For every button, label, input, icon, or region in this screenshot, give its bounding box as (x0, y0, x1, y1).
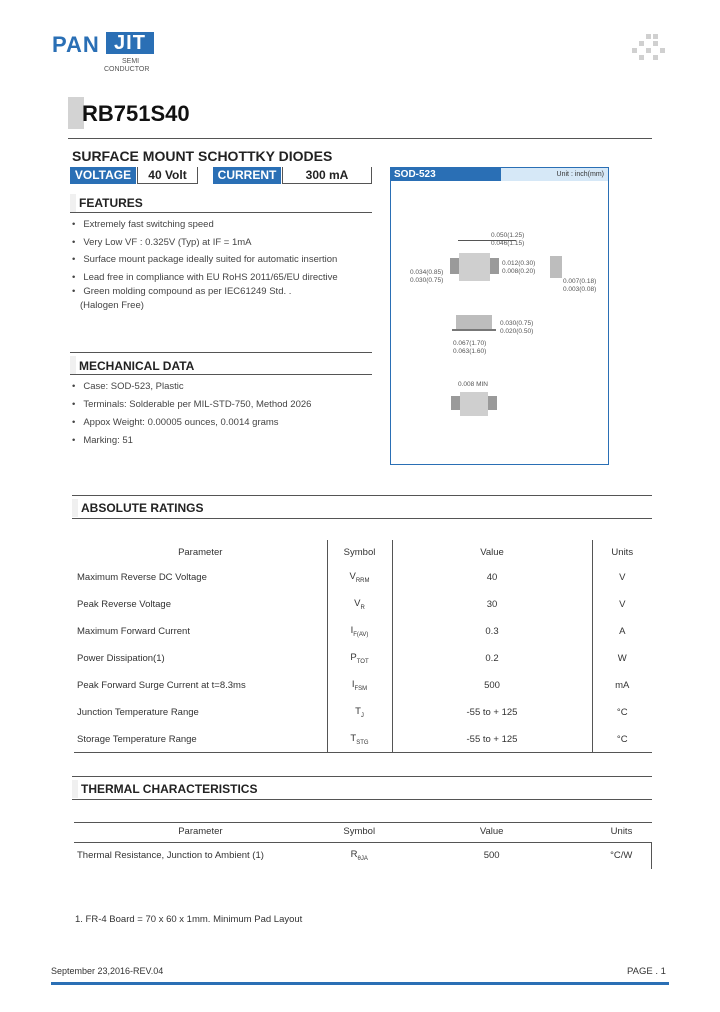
feature-item: • Very Low VF : 0.325V (Typ) at IF = 1mA (72, 237, 252, 248)
table-header-row (74, 822, 652, 842)
feature-item: • Green molding compound as per IEC61249 Std. . (72, 286, 291, 297)
current-value: 300 mA (282, 167, 372, 184)
mechanical-item: • Case: SOD-523, Plastic (72, 381, 184, 392)
dim-body-height: 0.034(0.85) 0.030(0.75) (410, 269, 444, 284)
row-value: 0.2 (392, 645, 592, 672)
col-units: Units (592, 822, 652, 842)
package-lead-right (490, 258, 499, 274)
row-parameter: Storage Temperature Range (74, 726, 327, 753)
mechanical-top-divider (70, 352, 372, 353)
row-symbol: $T_{STG}$ (327, 726, 392, 753)
part-number: RB751S40 (82, 101, 190, 126)
row-units: °C (616, 734, 628, 745)
dim-lead-width: 0.012(0.30) 0.008(0.20) (502, 260, 536, 275)
absolute-ratings-table (74, 540, 652, 753)
row-parameter: Power Dissipation(1) (74, 645, 327, 672)
thermal-divider (72, 799, 652, 800)
absolute-ratings-bottom-divider (74, 752, 652, 753)
row-units: °C/W (592, 842, 652, 869)
feature-item: • Extremely fast switching speed (72, 219, 214, 230)
thermal-heading: THERMAL CHARACTERISTICS (81, 782, 258, 796)
mechanical-item: • Marking: 51 (72, 435, 133, 446)
row-parameter: Maximum Forward Current (74, 618, 327, 645)
package-front-leads (452, 329, 496, 331)
subtitle: SURFACE MOUNT SCHOTTKY DIODES (72, 148, 333, 164)
row-units: V (619, 599, 626, 610)
col-parameter: Parameter (74, 822, 327, 842)
thermal-accent (72, 780, 78, 798)
voltage-label: VOLTAGE (70, 167, 136, 184)
table-row (74, 618, 652, 645)
row-value: 40 (392, 564, 592, 591)
col-parameter: Parameter (74, 540, 327, 564)
absolute-ratings-top-divider (72, 495, 652, 496)
dim-side-thickness: 0.007(0.18) 0.003(0.08) (563, 278, 597, 293)
row-symbol: $R_{\theta JA}$ (350, 849, 368, 863)
mechanical-item: • Appox Weight: 0.00005 ounces, 0.0014 grams (72, 417, 279, 428)
row-parameter: Maximum Reverse DC Voltage (74, 564, 327, 591)
features-accent (70, 194, 76, 212)
feature-item: • Lead free in compliance with EU RoHS 2011/65/EU directive (72, 272, 338, 283)
brand-sub-line2: CONDUCTOR (104, 66, 150, 73)
thermal-table (74, 822, 652, 869)
package-lead-left (450, 258, 459, 274)
package-panel (390, 167, 609, 465)
package-name: SOD-523 (391, 168, 501, 181)
features-divider (70, 212, 372, 213)
thermal-top-divider (72, 776, 652, 777)
row-symbol: $I_{FSM}$ (327, 672, 392, 699)
row-units: A (619, 626, 626, 637)
col-symbol: Symbol (327, 822, 392, 842)
absolute-ratings-heading: ABSOLUTE RATINGS (81, 501, 204, 515)
table-header-row (74, 540, 652, 564)
mechanical-item: • Terminals: Solderable per MIL-STD-750, Method 2026 (72, 399, 311, 410)
row-parameter: Peak Reverse Voltage (74, 591, 327, 618)
table-row (74, 726, 652, 753)
dim-top-width: 0.050(1.25) 0.046(1.15) (491, 232, 525, 247)
table-row (74, 645, 652, 672)
row-value: 30 (392, 591, 592, 618)
table-row (74, 699, 652, 726)
footer-bar (51, 982, 669, 985)
dim-length: 0.067(1.70) 0.063(1.60) (453, 340, 487, 355)
package-bottom-lead-left (451, 396, 460, 410)
package-front-view (456, 315, 492, 329)
row-parameter: Junction Temperature Range (74, 699, 327, 726)
mechanical-accent (70, 356, 76, 374)
package-bottom-lead-right (488, 396, 497, 410)
table-row (74, 591, 652, 618)
col-units: Units (611, 546, 634, 558)
voltage-value: 40 Volt (137, 167, 198, 184)
brand-name-right: JIT (106, 32, 154, 54)
row-value: 500 (392, 672, 592, 699)
features-heading: FEATURES (79, 196, 143, 210)
table-row (74, 672, 652, 699)
package-side-view (550, 256, 562, 278)
row-symbol: $V_R$ (327, 591, 392, 618)
mechanical-heading: MECHANICAL DATA (79, 359, 195, 373)
row-units: mA (615, 680, 630, 691)
row-value: -55 to + 125 (392, 699, 592, 726)
brand-name-left: PAN (52, 32, 100, 57)
row-units: °C (616, 707, 628, 718)
feature-item: • Surface mount package ideally suited for automatic insertion (72, 254, 337, 265)
row-units: W (617, 653, 627, 664)
package-body-top (459, 253, 490, 281)
row-parameter: Thermal Resistance, Junction to Ambient (1) (77, 850, 264, 862)
feature-note: (Halogen Free) (80, 300, 144, 311)
mechanical-divider (70, 374, 372, 375)
package-bottom-view (460, 392, 488, 416)
dim-min: 0.008 MIN (458, 381, 488, 388)
row-symbol: $V_{RRM}$ (327, 564, 392, 591)
row-value: -55 to + 125 (392, 726, 592, 753)
row-symbol: $I_{F(AV)}$ (327, 618, 392, 645)
row-units: V (619, 572, 626, 583)
absolute-ratings-accent (72, 499, 78, 517)
title-divider (68, 138, 652, 139)
footnote: 1. FR-4 Board = 70 x 60 x 1mm. Minimum Pad Layout (75, 914, 303, 925)
table-row (74, 564, 652, 591)
brand-sub-line1: SEMI (122, 58, 140, 65)
row-symbol: $T_J$ (327, 699, 392, 726)
table-row (74, 842, 652, 869)
col-value: Value (392, 540, 592, 564)
footer-page: PAGE . 1 (627, 966, 666, 977)
row-value: 500 (483, 850, 500, 862)
dim-height: 0.030(0.75) 0.020(0.50) (500, 320, 534, 335)
col-symbol: Symbol (327, 540, 392, 564)
col-value: Value (392, 822, 592, 842)
current-label: CURRENT (213, 167, 281, 184)
row-parameter: Peak Forward Surge Current at t=8.3ms (74, 672, 327, 699)
row-symbol: $P_{TOT}$ (327, 645, 392, 672)
row-value: 0.3 (392, 618, 592, 645)
package-unit: Unit : inch(mm) (501, 168, 608, 181)
footer-date-rev: September 23,2016-REV.04 (51, 966, 164, 976)
decorative-dots-icon (632, 34, 668, 64)
absolute-ratings-divider (72, 518, 652, 519)
